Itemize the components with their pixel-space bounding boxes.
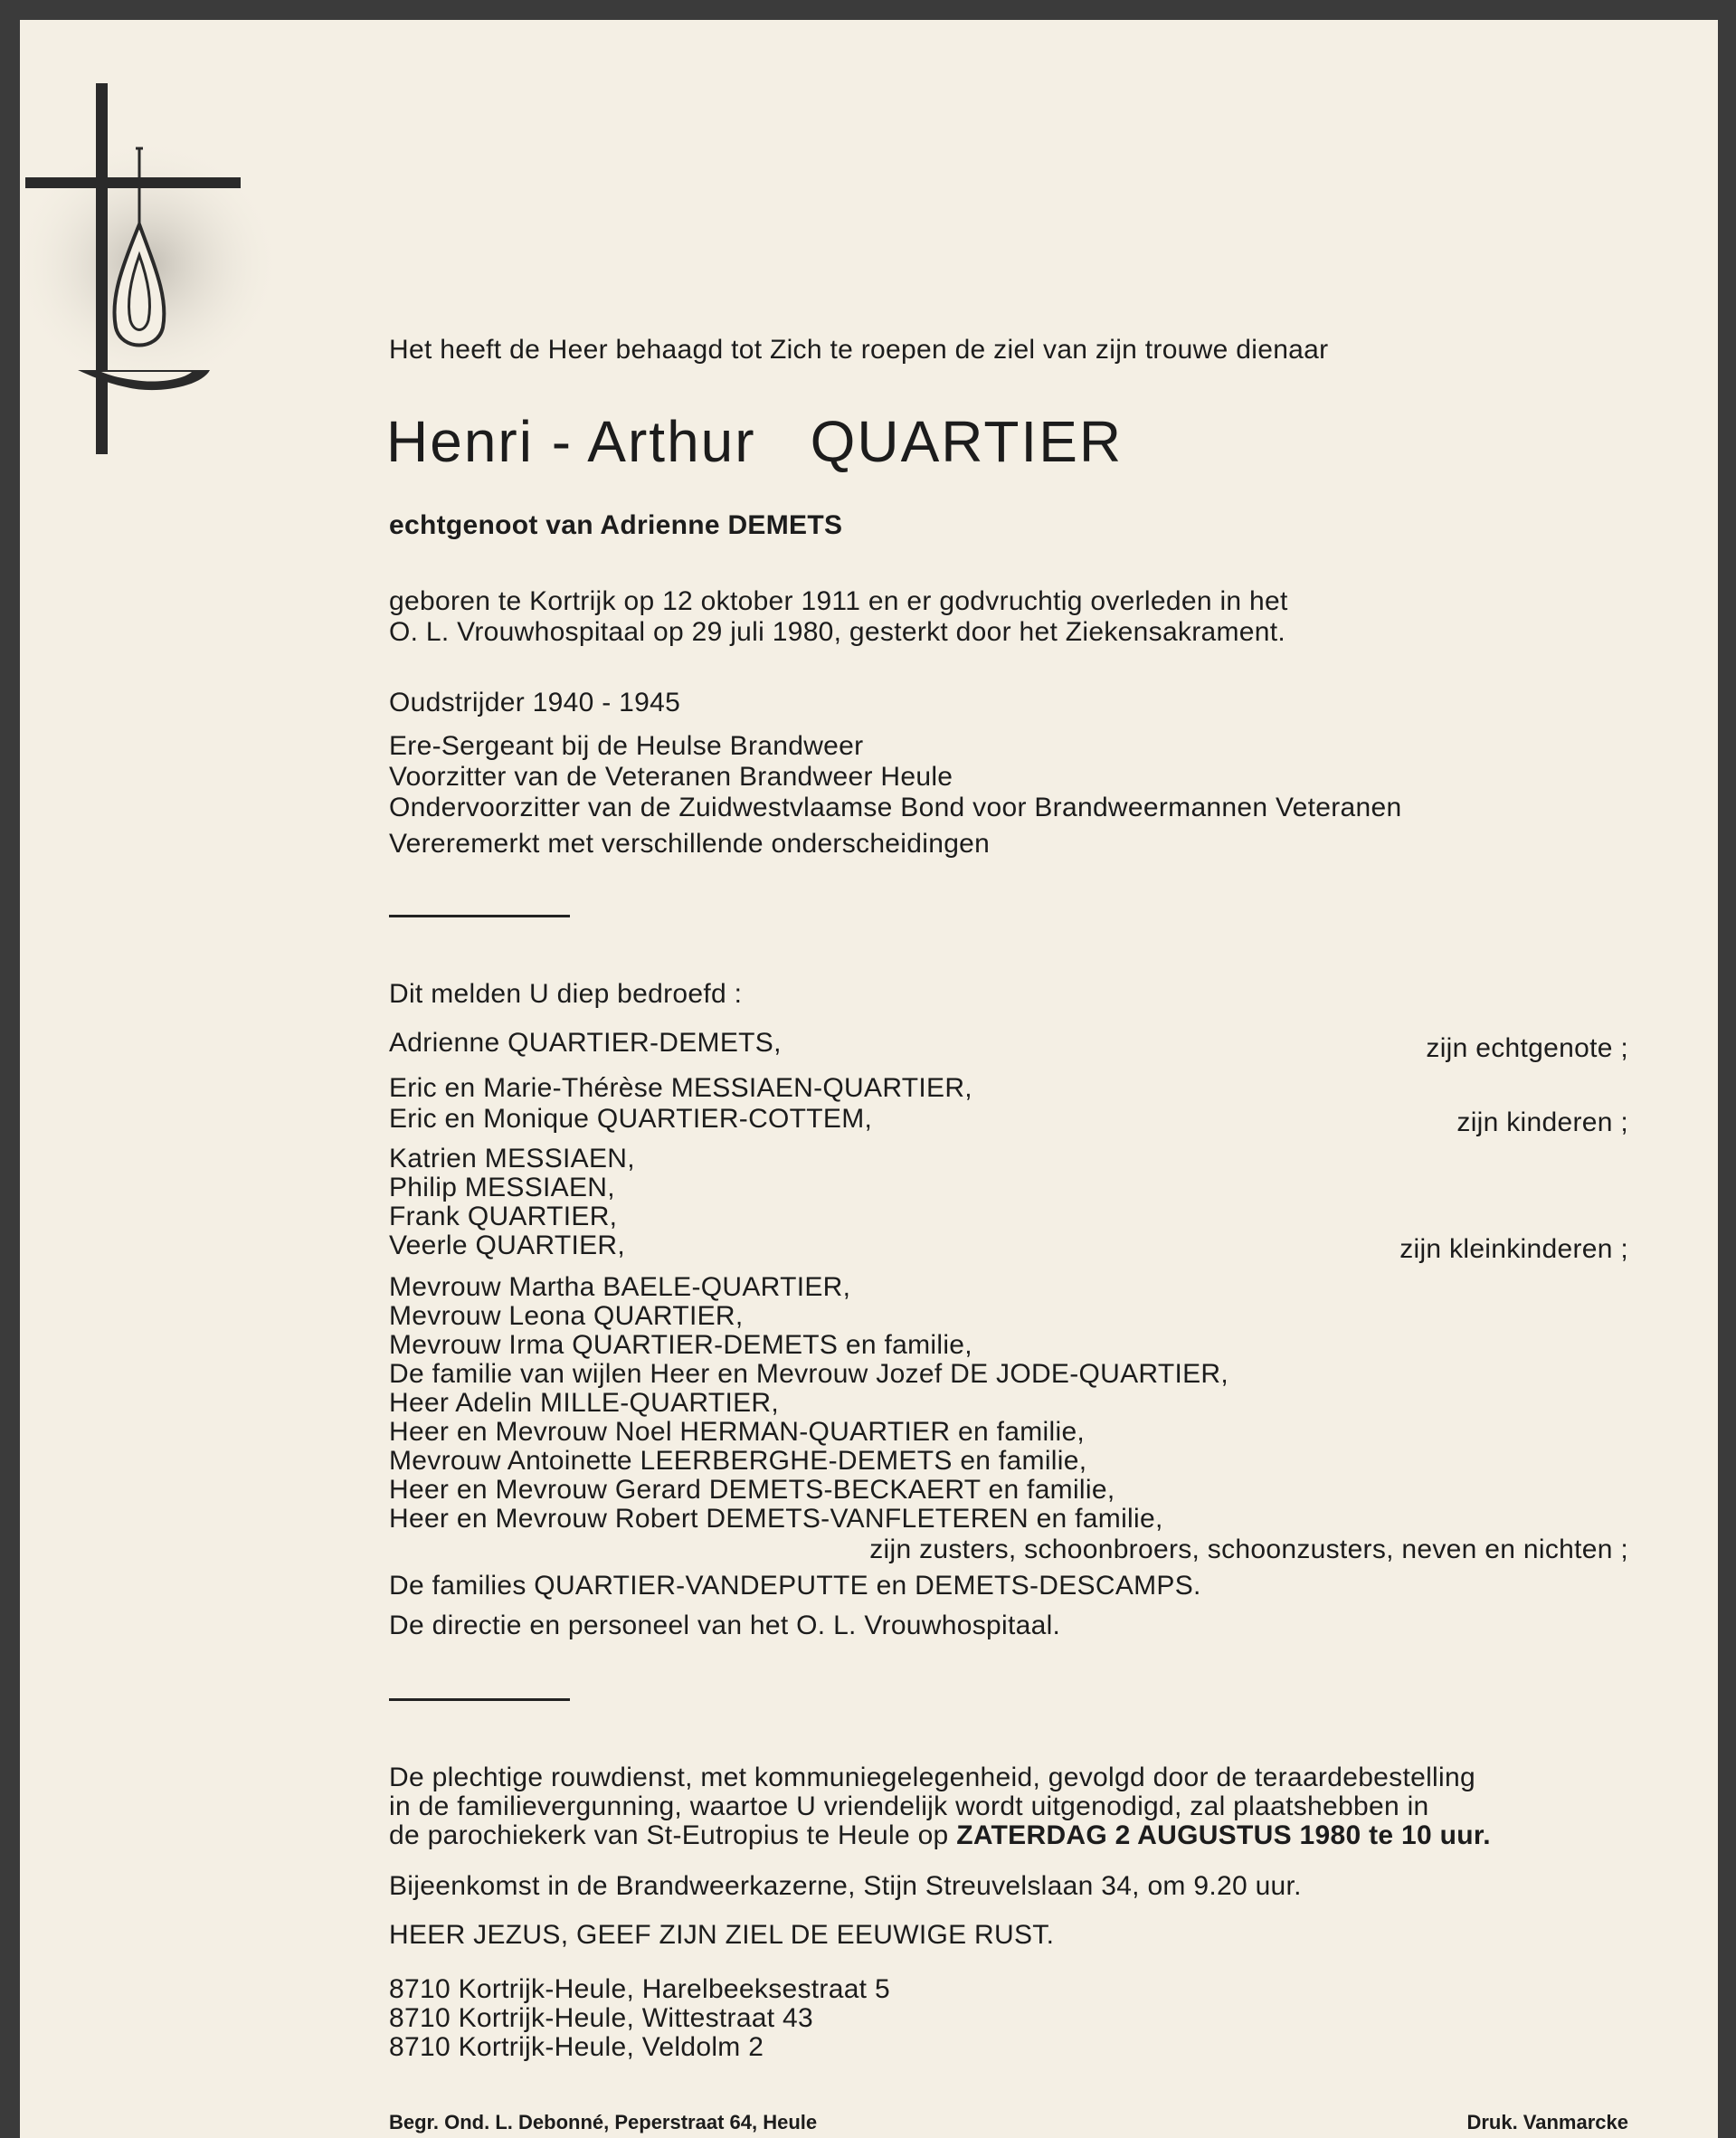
family-relative: Heer en Mevrouw Gerard DEMETS-BECKAERT en familie, (389, 1475, 1115, 1505)
address-line: 8710 Kortrijk-Heule, Harelbeeksestraat 5 (389, 1974, 890, 2004)
divider (389, 1698, 570, 1701)
title-line: Ere-Sergeant bij de Heulse Brandweer (389, 731, 864, 761)
footer-printer: Druk. Vanmarcke (1466, 2111, 1628, 2133)
meeting-text: Bijeenkomst in de Brandweerkazerne, Stijn Streuvelslaan 34, om 9.20 uur. (389, 1871, 1302, 1901)
last-name: QUARTIER (810, 409, 1124, 474)
family-spouse: Adrienne QUARTIER-DEMETS, (389, 1028, 782, 1058)
address-line: 8710 Kortrijk-Heule, Veldolm 2 (389, 2032, 764, 2062)
birth-line: geboren te Kortrijk op 12 oktober 1911 en er godvruchtig overleden in het (389, 586, 1288, 616)
family-grandchild: Katrien MESSIAEN, (389, 1144, 635, 1174)
service-date: ZATERDAG 2 AUGUSTUS 1980 te 10 uur. (956, 1820, 1491, 1850)
cross-flame-icon (20, 56, 309, 481)
obituary-card (20, 20, 1718, 2138)
announce-text: Dit melden U diep bedroefd : (389, 979, 743, 1009)
family-families: De families QUARTIER-VANDEPUTTE en DEMETS-DESCAMPS. (389, 1571, 1201, 1601)
title-line: Oudstrijder 1940 - 1945 (389, 688, 681, 717)
family-role: zijn kinderen ; (1456, 1107, 1628, 1137)
family-grandchild: Philip MESSIAEN, (389, 1173, 615, 1202)
family-relative: Mevrouw Leona QUARTIER, (389, 1301, 744, 1331)
family-child: Eric en Marie-Thérèse MESSIAEN-QUARTIER, (389, 1073, 972, 1103)
birth-line: O. L. Vrouwhospitaal op 29 juli 1980, gesterkt door het Ziekensakrament. (389, 617, 1286, 647)
title-line: Ondervoorzitter van de Zuidwestvlaamse Bond voor Brandweermannen Veteranen (389, 793, 1402, 822)
family-child: Eric en Monique QUARTIER-COTTEM, (389, 1104, 873, 1134)
family-relative: Mevrouw Antoinette LEERBERGHE-DEMETS en familie, (389, 1446, 1087, 1476)
family-relative: Heer en Mevrouw Noel HERMAN-QUARTIER en familie, (389, 1417, 1086, 1447)
title-line: Vereremerkt met verschillende onderscheidingen (389, 829, 991, 859)
service-line: in de familievergunning, waartoe U vriendelijk wordt uitgenodigd, zal plaatshebben in (389, 1791, 1429, 1821)
family-grandchild: Frank QUARTIER, (389, 1202, 618, 1231)
family-role: zijn kleinkinderen ; (1399, 1234, 1628, 1264)
intro-text: Het heeft de Heer behaagd tot Zich te roepen de ziel van zijn trouwe dienaar (389, 335, 1329, 365)
deceased-name (386, 407, 1123, 476)
service-line: De plechtige rouwdienst, met kommuniegelegenheid, gevolgd door de teraardebestelling (389, 1763, 1475, 1792)
title-line: Voorzitter van de Veteranen Brandweer Heule (389, 762, 953, 792)
family-relative: Heer Adelin MILLE-QUARTIER, (389, 1388, 780, 1418)
first-name: Henri - Arthur (386, 409, 756, 474)
divider (389, 915, 570, 917)
prayer-text: HEER JEZUS, GEEF ZIJN ZIEL DE EEUWIGE RUST. (389, 1920, 1055, 1950)
family-relative: Mevrouw Irma QUARTIER-DEMETS en familie, (389, 1330, 972, 1360)
address-line: 8710 Kortrijk-Heule, Wittestraat 43 (389, 2003, 814, 2033)
family-relative: Mevrouw Martha BAELE-QUARTIER, (389, 1272, 851, 1302)
spouse-line: echtgenoot van Adrienne DEMETS (389, 510, 843, 540)
service-line (389, 1820, 1491, 1851)
family-role: zijn echtgenote ; (1426, 1033, 1628, 1063)
family-staff: De directie en personeel van het O. L. Vrouwhospitaal. (389, 1611, 1061, 1640)
family-grandchild: Veerle QUARTIER, (389, 1231, 626, 1260)
service-line-prefix: de parochiekerk van St-Eutropius te Heule op (389, 1820, 949, 1850)
family-relative: Heer en Mevrouw Robert DEMETS-VANFLETEREN en familie, (389, 1504, 1163, 1534)
family-relative: De familie van wijlen Heer en Mevrouw Jozef DE JODE-QUARTIER, (389, 1359, 1229, 1389)
footer-undertaker: Begr. Ond. L. Debonné, Peperstraat 64, Heule (389, 2111, 818, 2133)
family-role: zijn zusters, schoonbroers, schoonzusters, neven en nichten ; (869, 1535, 1628, 1564)
